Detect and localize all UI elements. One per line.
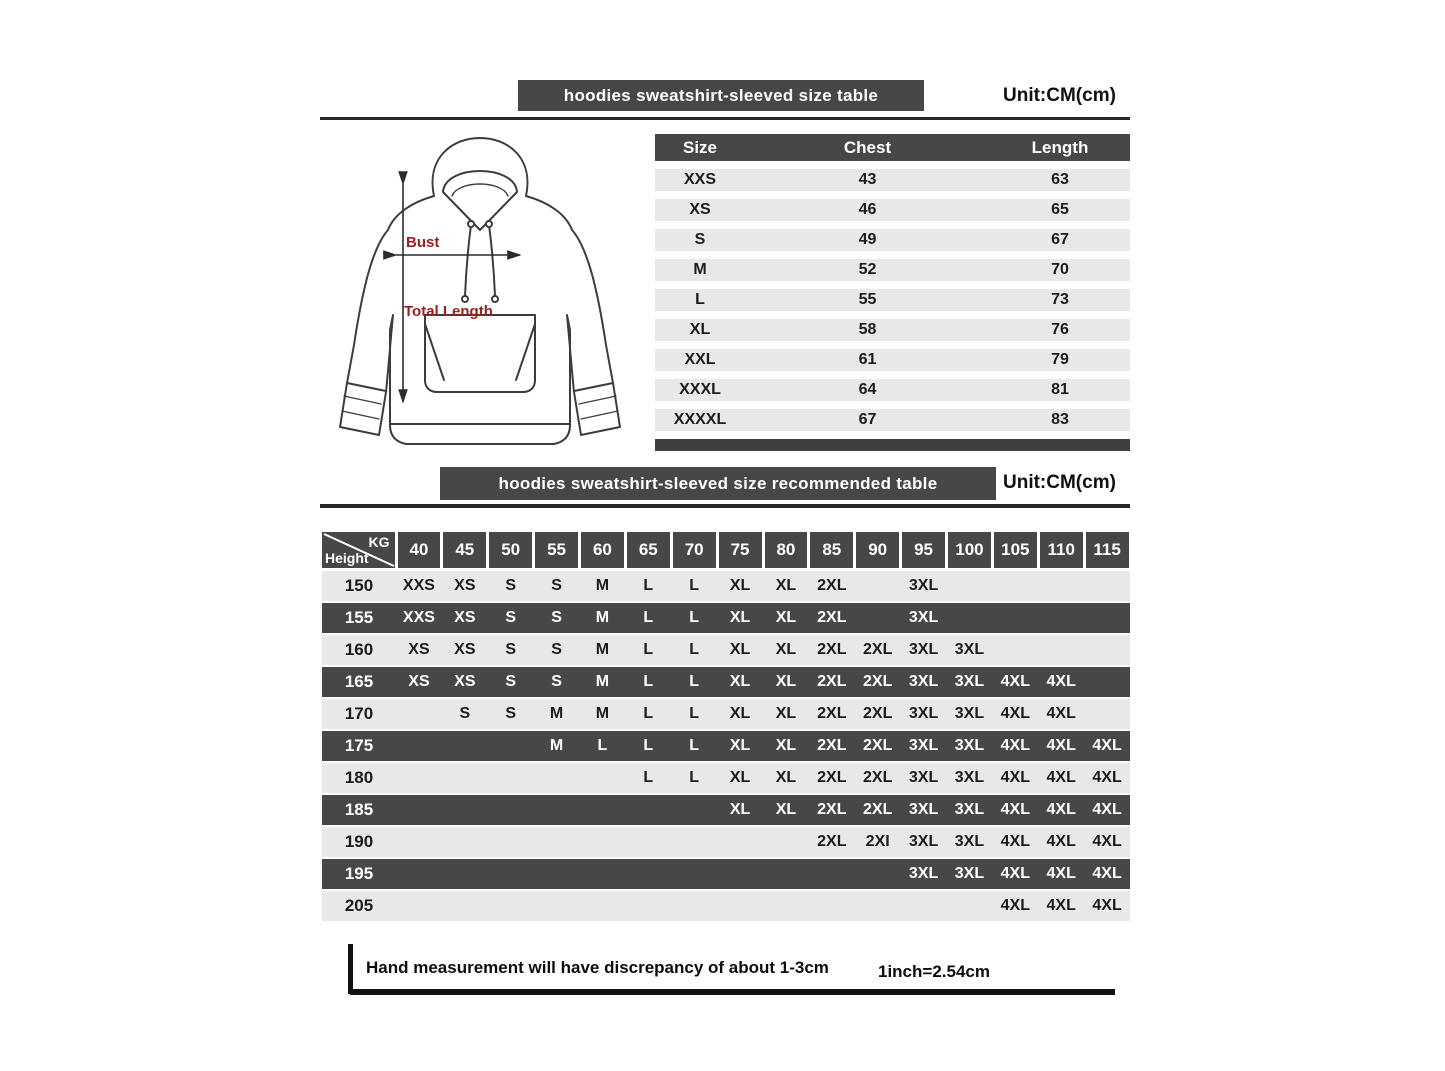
footer-left-bar	[348, 944, 353, 994]
matrix-cell: 4XL	[1000, 769, 1030, 786]
size-table-cell-length: 65	[1051, 201, 1069, 218]
size-table-cell-size: S	[694, 231, 706, 248]
matrix-cell: 2XL	[817, 705, 847, 722]
weight-header-cell: 100	[948, 532, 991, 568]
matrix-row	[322, 667, 1130, 697]
weight-header-cell: 80	[765, 532, 808, 568]
corner-height-label: Height	[325, 550, 369, 566]
corner-kg-label: KG	[368, 534, 390, 550]
divider-line-middle	[320, 504, 1130, 508]
matrix-cell: S	[505, 705, 517, 722]
matrix-cell: 3XL	[908, 577, 939, 594]
matrix-cell: 4XL	[1092, 897, 1122, 914]
matrix-cell: L	[643, 737, 654, 754]
height-label: 165	[344, 672, 374, 691]
matrix-row	[322, 763, 1130, 793]
weight-header-cell: 45	[443, 532, 486, 568]
matrix-cell: 3XL	[954, 833, 985, 850]
matrix-row	[322, 603, 1130, 633]
matrix-row	[322, 827, 1130, 857]
matrix-cell: 3XL	[908, 769, 939, 786]
matrix-cell: 2XL	[817, 833, 847, 850]
size-table-footer-bar	[655, 439, 1130, 451]
matrix-cell: 2XL	[817, 737, 847, 754]
matrix-row	[322, 795, 1130, 825]
weight-header-cell: 55	[535, 532, 578, 568]
matrix-cell: S	[551, 577, 562, 594]
matrix-cell: XL	[729, 641, 751, 658]
matrix-cell: 4XL	[1046, 897, 1076, 914]
matrix-cell: 2XL	[817, 801, 847, 818]
footer-bottom-bar	[350, 989, 1115, 995]
size-table-cell-chest: 46	[858, 201, 877, 218]
matrix-cell: S	[551, 641, 562, 658]
size-table-cell-chest: 52	[858, 261, 877, 278]
matrix-cell: 3XL	[908, 737, 939, 754]
matrix-cell: 2XL	[863, 673, 893, 690]
matrix-cell: S	[459, 705, 471, 722]
height-label: 195	[344, 864, 374, 883]
matrix-cell: M	[549, 705, 564, 722]
column-header-size: Size	[682, 137, 718, 157]
size-table-cell-size: XS	[689, 201, 711, 218]
size-table-cell-chest: 55	[858, 291, 877, 308]
height-label: 155	[344, 608, 374, 627]
matrix-cell: XL	[775, 609, 797, 626]
divider-line-top	[320, 117, 1130, 120]
matrix-cell: S	[505, 609, 517, 626]
size-table-cell-size: XL	[689, 321, 711, 338]
matrix-cell: M	[595, 641, 610, 658]
height-label: 205	[344, 896, 374, 915]
matrix-cell: 2XL	[817, 641, 847, 658]
size-table-cell-size: M	[693, 261, 707, 278]
size-table-row	[655, 289, 1130, 311]
matrix-cell: 4XL	[1092, 865, 1122, 882]
height-label: 175	[344, 736, 374, 755]
hoodie-diagram	[330, 130, 630, 460]
matrix-cell: 4XL	[1046, 769, 1076, 786]
matrix-cell: XS	[454, 673, 476, 690]
matrix-cell: L	[643, 577, 654, 594]
height-label: 150	[344, 576, 374, 595]
matrix-cell: L	[643, 609, 654, 626]
size-table-cell-size: XXL	[684, 351, 716, 368]
matrix-cell: 2XL	[863, 769, 893, 786]
size-table-header	[655, 134, 1130, 161]
matrix-cell: 4XL	[1046, 865, 1076, 882]
size-table-cell-length: 81	[1051, 381, 1069, 398]
matrix-cell: XL	[775, 737, 797, 754]
column-header-length: Length	[1031, 137, 1089, 157]
matrix-cell: 4XL	[1000, 897, 1030, 914]
size-table-cell-chest: 67	[858, 411, 877, 428]
size-table-unit-label: Unit:CM(cm)	[1003, 85, 1116, 106]
matrix-cell: 3XL	[954, 641, 985, 658]
height-label: 170	[344, 704, 374, 723]
weight-header-cell: 65	[627, 532, 670, 568]
matrix-cell: 3XL	[908, 641, 939, 658]
matrix-cell: 4XL	[1092, 801, 1122, 818]
matrix-corner-cell	[322, 532, 395, 568]
weight-header-cell: 95	[902, 532, 945, 568]
size-table-cell-size: XXXXL	[673, 411, 727, 428]
matrix-cell: 4XL	[1046, 737, 1076, 754]
matrix-cell: XL	[775, 705, 797, 722]
matrix-cell: S	[505, 673, 517, 690]
matrix-cell: L	[689, 769, 700, 786]
size-table-row	[655, 379, 1130, 401]
matrix-cell: 4XL	[1000, 833, 1030, 850]
size-table-row	[655, 259, 1130, 281]
matrix-cell: 3XL	[908, 673, 939, 690]
size-table-row	[655, 349, 1130, 371]
size-table-cell-size: XXXL	[679, 381, 721, 398]
matrix-cell: L	[689, 577, 700, 594]
size-table-cell-length: 76	[1051, 321, 1069, 338]
matrix-cell: S	[551, 609, 562, 626]
total-length-label: Total Length	[404, 303, 493, 320]
matrix-cell: XL	[729, 769, 751, 786]
size-table-cell-length: 73	[1051, 291, 1069, 308]
matrix-cell: 2XI	[865, 833, 890, 850]
matrix-cell: L	[643, 769, 654, 786]
matrix-row	[322, 571, 1130, 601]
matrix-cell: 3XL	[954, 737, 985, 754]
matrix-cell: XL	[775, 641, 797, 658]
matrix-cell: 4XL	[1000, 865, 1030, 882]
matrix-cell: M	[595, 577, 610, 594]
size-table-cell-chest: 61	[858, 351, 877, 368]
matrix-cell: 3XL	[954, 865, 985, 882]
matrix-header	[322, 532, 1130, 568]
matrix-cell: L	[689, 609, 700, 626]
weight-header-cell: 70	[673, 532, 716, 568]
matrix-cell: 3XL	[908, 705, 939, 722]
matrix-cell: XL	[775, 577, 797, 594]
matrix-cell: L	[643, 673, 654, 690]
column-header-chest: Chest	[843, 137, 892, 157]
size-table-rows	[655, 169, 1130, 431]
height-label: 180	[344, 768, 374, 787]
bust-label: Bust	[406, 234, 440, 251]
matrix-cell: M	[595, 673, 610, 690]
matrix-cell: XXS	[402, 609, 435, 626]
matrix-cell: L	[689, 641, 700, 658]
matrix-cell: L	[689, 673, 700, 690]
recommended-table	[322, 532, 1130, 923]
size-table-title-banner: hoodies sweatshirt-sleeved size table	[518, 80, 924, 111]
matrix-rows	[322, 571, 1130, 921]
matrix-cell: 2XL	[817, 769, 847, 786]
matrix-cell: L	[689, 737, 700, 754]
size-table-row	[655, 409, 1130, 431]
matrix-cell: XS	[408, 641, 430, 658]
matrix-cell: XXS	[402, 577, 435, 594]
weight-header-cell: 105	[994, 532, 1037, 568]
matrix-row	[322, 635, 1130, 665]
size-table-row	[655, 319, 1130, 341]
matrix-cell: M	[595, 705, 610, 722]
matrix-cell: XL	[729, 737, 751, 754]
matrix-cell: M	[595, 609, 610, 626]
weight-header-cell: 85	[810, 532, 853, 568]
matrix-row	[322, 859, 1130, 889]
size-table-cell-length: 63	[1051, 171, 1069, 188]
recommended-table-title-banner: hoodies sweatshirt-sleeved size recommended table	[440, 467, 996, 500]
matrix-cell: 2XL	[817, 673, 847, 690]
matrix-cell: XL	[729, 609, 751, 626]
matrix-cell: XL	[729, 673, 751, 690]
matrix-row	[322, 891, 1130, 921]
weight-header-cell: 110	[1040, 532, 1083, 568]
matrix-cell: 2XL	[863, 705, 893, 722]
matrix-cell: 4XL	[1000, 673, 1030, 690]
measurement-note: Hand measurement will have discrepancy of about 1-3cm	[366, 958, 829, 977]
matrix-cell: 2XL	[863, 801, 893, 818]
matrix-cell: 4XL	[1046, 833, 1076, 850]
matrix-cell: 3XL	[908, 865, 939, 882]
size-table-cell-chest: 49	[858, 231, 877, 248]
size-table-cell-chest: 64	[858, 381, 877, 398]
size-table-cell-length: 70	[1051, 261, 1069, 278]
matrix-cell: 4XL	[1000, 737, 1030, 754]
size-table-row	[655, 199, 1130, 221]
hoodie-outline	[340, 138, 620, 444]
size-table-cell-chest: 43	[858, 171, 877, 188]
weight-header-cell: 90	[856, 532, 899, 568]
matrix-cell: 4XL	[1092, 769, 1122, 786]
matrix-cell: 3XL	[954, 673, 985, 690]
matrix-cell: S	[505, 577, 517, 594]
size-table-cell-size: XXS	[683, 171, 716, 188]
weight-header-cell: 75	[719, 532, 762, 568]
matrix-cell: 4XL	[1092, 833, 1122, 850]
matrix-cell: XS	[454, 641, 476, 658]
size-table-row	[655, 169, 1130, 191]
matrix-cell: L	[643, 641, 654, 658]
matrix-cell: 4XL	[1046, 705, 1076, 722]
matrix-cell: 4XL	[1092, 737, 1122, 754]
matrix-cell: 2XL	[817, 577, 847, 594]
matrix-cell: 2XL	[817, 609, 847, 626]
matrix-cell: L	[597, 737, 608, 754]
weight-header-cell: 60	[581, 532, 624, 568]
matrix-cell: S	[551, 673, 562, 690]
recommended-table-unit-label: Unit:CM(cm)	[1003, 472, 1116, 493]
matrix-cell: 3XL	[908, 801, 939, 818]
size-table-cell-chest: 58	[858, 321, 877, 338]
matrix-cell: 3XL	[954, 769, 985, 786]
matrix-cell: XS	[454, 609, 476, 626]
matrix-cell: 3XL	[908, 609, 939, 626]
matrix-cell: XL	[775, 673, 797, 690]
matrix-cell: L	[643, 705, 654, 722]
size-table-cell-length: 79	[1051, 351, 1069, 368]
matrix-cell: 2XL	[863, 737, 893, 754]
size-table-row	[655, 229, 1130, 251]
matrix-cell: XL	[729, 577, 751, 594]
matrix-cell: 2XL	[863, 641, 893, 658]
matrix-cell: 3XL	[908, 833, 939, 850]
height-label: 190	[344, 832, 374, 851]
matrix-cell: 4XL	[1046, 673, 1076, 690]
weight-header-cell: 50	[489, 532, 532, 568]
height-label: 160	[344, 640, 374, 659]
matrix-cell: 4XL	[1046, 801, 1076, 818]
matrix-cell: 4XL	[1000, 801, 1030, 818]
weight-header-cell: 115	[1086, 532, 1129, 568]
matrix-cell: 4XL	[1000, 705, 1030, 722]
matrix-row	[322, 699, 1130, 729]
matrix-cell: XL	[775, 769, 797, 786]
size-table-cell-length: 83	[1051, 411, 1069, 428]
size-table-cell-length: 67	[1051, 231, 1069, 248]
matrix-cell: L	[689, 705, 700, 722]
matrix-cell: XL	[729, 801, 751, 818]
matrix-cell: XS	[454, 577, 476, 594]
matrix-cell: XL	[775, 801, 797, 818]
inch-conversion-note: 1inch=2.54cm	[878, 962, 990, 981]
matrix-cell: M	[549, 737, 564, 754]
matrix-cell: S	[505, 641, 517, 658]
height-label: 185	[344, 800, 374, 819]
matrix-cell: XL	[729, 705, 751, 722]
weight-header-cell: 40	[398, 532, 441, 568]
matrix-cell: XS	[408, 673, 430, 690]
size-table-cell-size: L	[695, 291, 705, 308]
size-table	[655, 134, 1130, 451]
matrix-cell: 3XL	[954, 801, 985, 818]
matrix-row	[322, 731, 1130, 761]
matrix-cell: 3XL	[954, 705, 985, 722]
